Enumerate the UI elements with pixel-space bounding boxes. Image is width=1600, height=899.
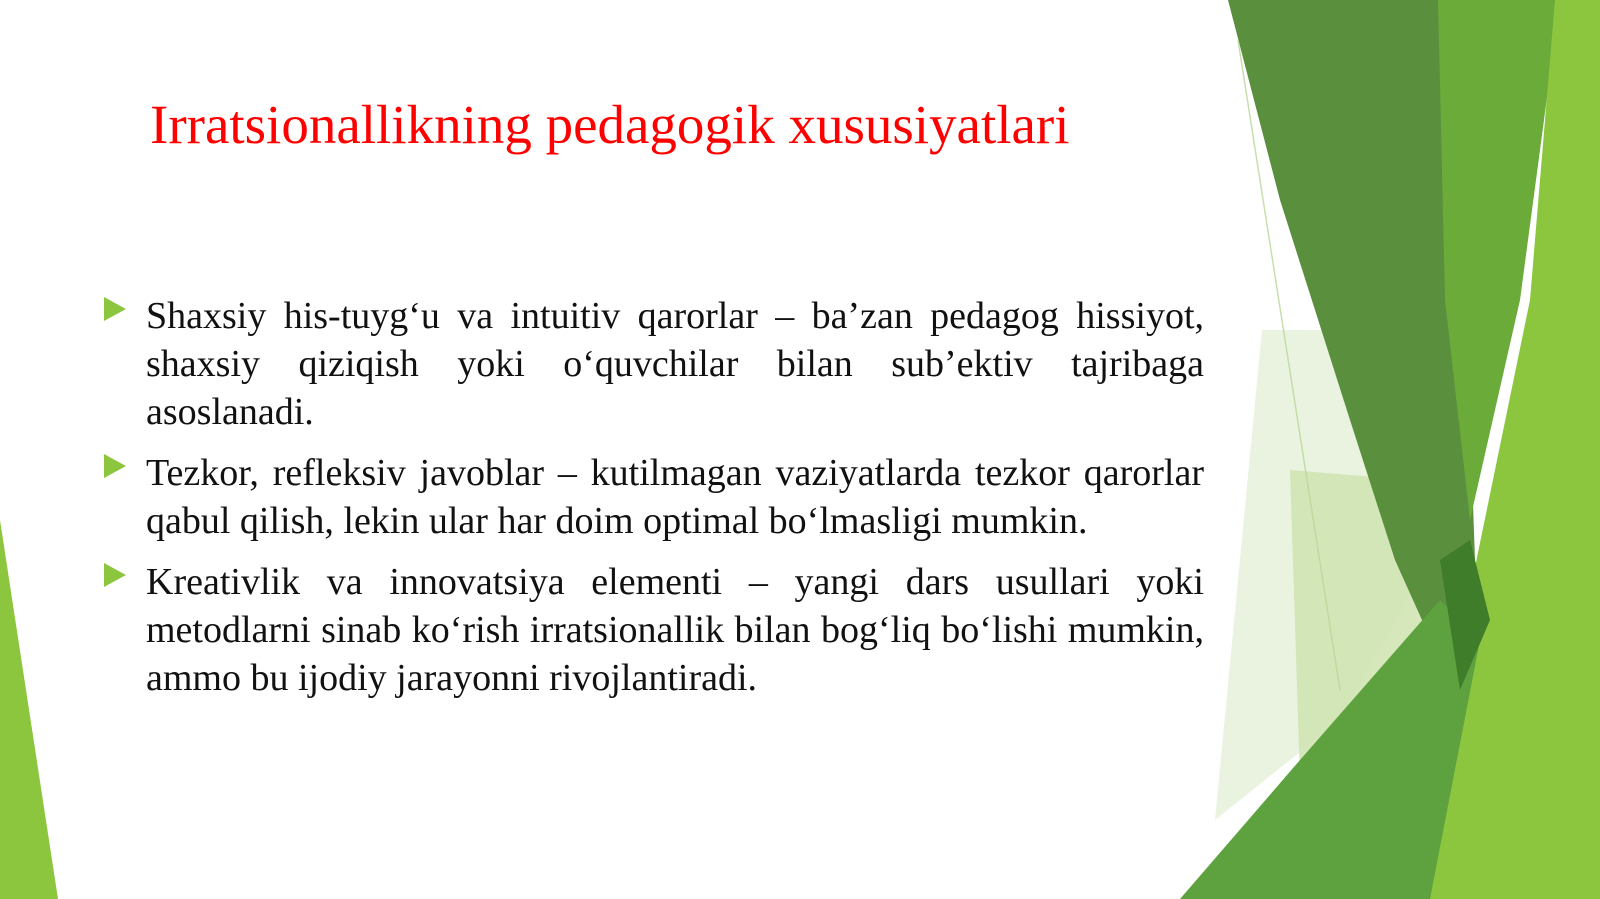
bullet-text: Tezkor, refleksiv javoblar – kutilmagan vaziyatlarda tezkor qarorlar qabul qilish, lekin ular har doim optimal bo‘lmasligi mumkin. xyxy=(146,452,1204,542)
bullet-item xyxy=(100,449,1204,545)
triangle-right-icon xyxy=(104,297,126,321)
bullet-item xyxy=(100,292,1204,436)
triangle-right-icon xyxy=(104,563,126,587)
bullet-text: Shaxsiy his-tuyg‘u va intuitiv qarorlar – ba’zan pedagog hissiyot, shaxsiy qiziqish yoki o‘quvchilar bilan sub’ektiv tajribaga asoslanadi. xyxy=(146,295,1204,433)
bullet-list xyxy=(100,292,1204,715)
left-green-wedge xyxy=(0,520,58,899)
triangle-right-icon xyxy=(104,454,126,478)
slide-title: Irratsionallikning pedagogik xususiyatlari xyxy=(150,94,1070,155)
bullet-text: Kreativlik va innovatsiya elementi – yangi dars usullari yoki metodlarni sinab ko‘rish irratsionallik bilan bog‘liq bo‘lishi mumkin, ammo bu ijodiy jarayonni rivojlantiradi. xyxy=(146,561,1204,699)
bullet-item xyxy=(100,558,1204,702)
